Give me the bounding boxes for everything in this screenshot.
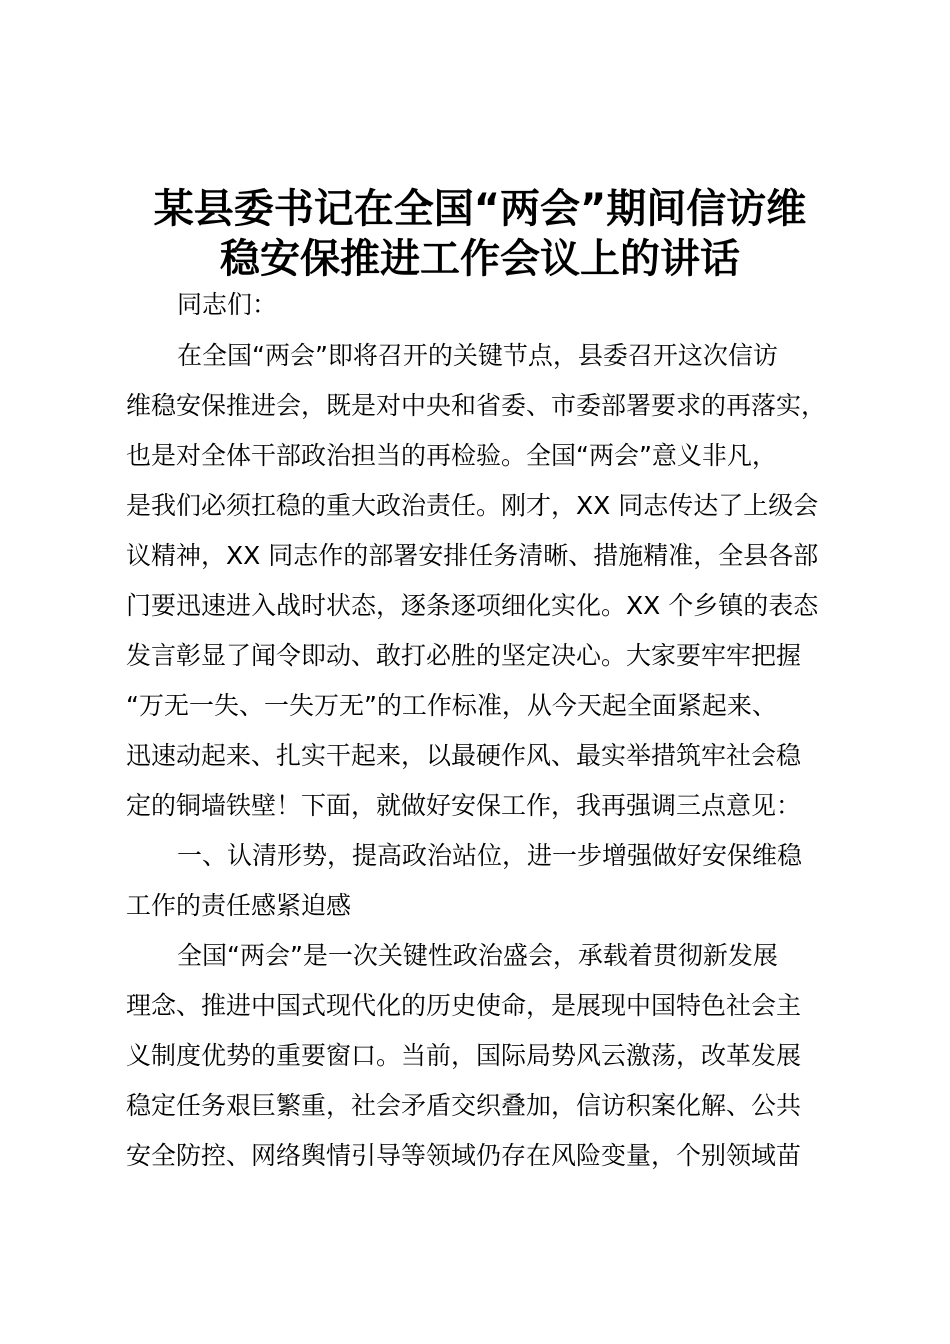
document-title-line-1: 某县委书记在全国“两会”期间信访维	[153, 186, 807, 232]
body-line: 也是对全体干部政治担当的再检验。全国“两会”意义非凡，	[126, 441, 777, 470]
body-line: 全国“两会”是一次关键性政治盛会，承载着贯彻新发展	[177, 941, 778, 970]
body-line: 议精神，XX 同志作的部署安排任务清晰、措施精准，全县各部	[126, 541, 819, 570]
body-line: “万无一失、一失万无”的工作标准，从今天起全面紧起来、	[126, 691, 777, 720]
body-line: 理念、推进中国式现代化的历史使命，是展现中国特色社会主	[126, 991, 802, 1020]
body-line: 稳定任务艰巨繁重，社会矛盾交织叠加，信访积案化解、公共	[126, 1091, 802, 1120]
body-line: 在全国“两会”即将召开的关键节点，县委召开这次信访	[177, 341, 778, 370]
body-line: 定的铜墙铁壁！下面，就做好安保工作，我再强调三点意见：	[126, 791, 802, 820]
body-line: 发言彰显了闻令即动、敢打必胜的坚定决心。大家要牢牢把握	[126, 641, 802, 670]
body-line: 门要迅速进入战时状态，逐条逐项细化实化。XX 个乡镇的表态	[126, 591, 819, 620]
document-title-line-2: 稳安保推进工作会议上的讲话	[220, 236, 740, 282]
body-line: 维稳安保推进会，既是对中央和省委、市委部署要求的再落实，	[126, 391, 827, 420]
section-heading-line: 工作的责任感紧迫感	[126, 891, 352, 920]
section-heading-line: 一、认清形势，提高政治站位，进一步增强做好安保维稳	[177, 841, 803, 870]
body-line: 安全防控、网络舆情引导等领域仍存在风险变量，个别领域苗	[126, 1141, 802, 1170]
body-line: 是我们必须扛稳的重大政治责任。刚才，XX 同志传达了上级会	[126, 491, 819, 520]
body-line: 迅速动起来、扎实干起来，以最硬作风、最实举措筑牢社会稳	[126, 741, 802, 770]
body-line: 义制度优势的重要窗口。当前，国际局势风云激荡，改革发展	[126, 1041, 802, 1070]
salutation: 同志们：	[177, 290, 278, 319]
